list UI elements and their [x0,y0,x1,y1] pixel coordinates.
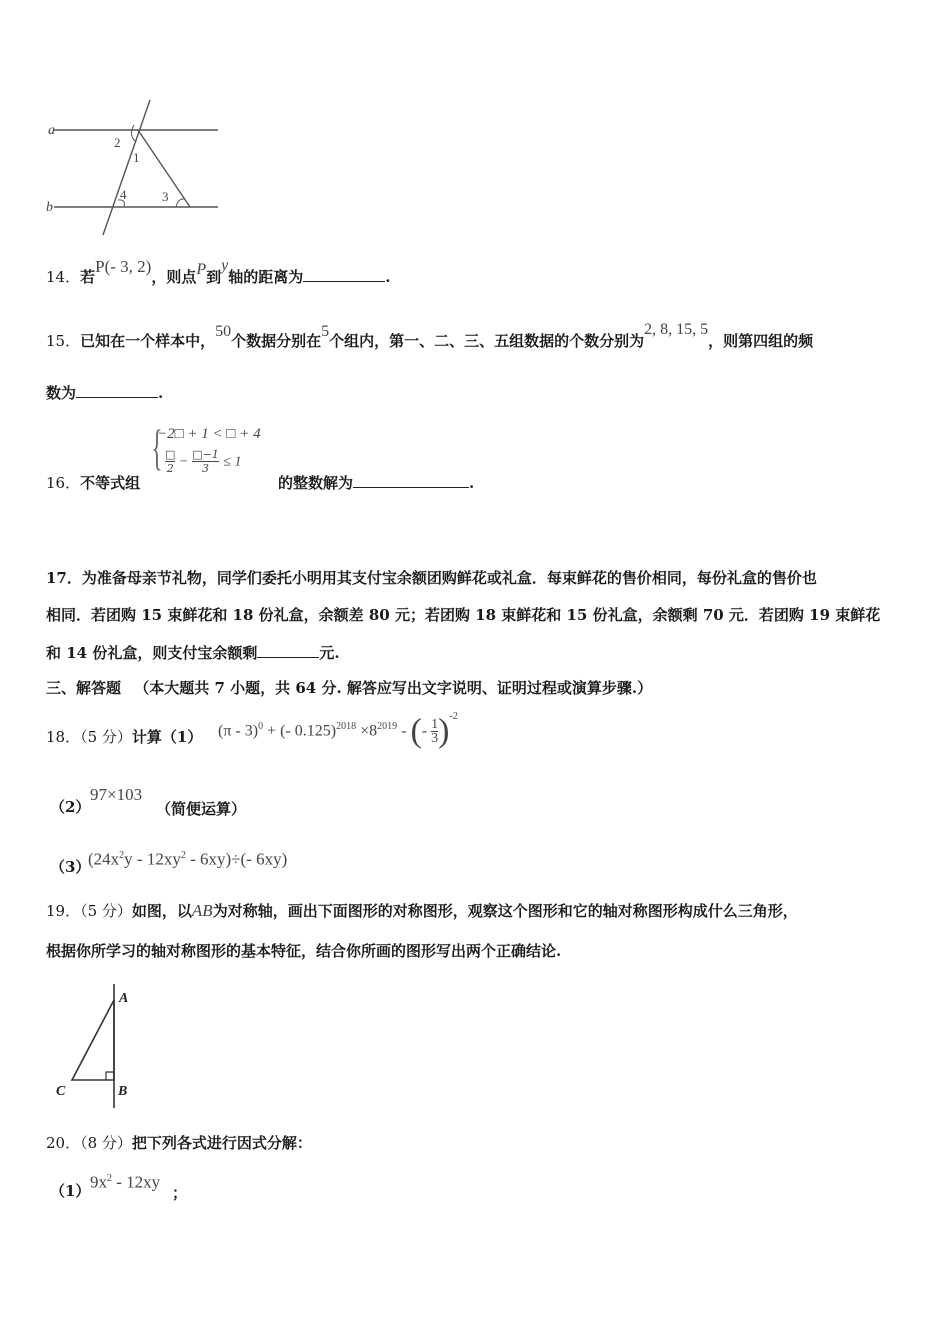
q19-text-a: 如图，以 [131,902,192,920]
inequality-system [145,419,275,484]
q15-text-c: 个组内，第一、二、三、五组数据的个数分别为 [329,332,645,350]
label-2: 2 [114,135,121,150]
q17-line3-a: 和 14 份礼盒，则支付宝余额剩 [46,644,258,662]
angle-3-arc [176,199,185,207]
transversal-1 [103,100,150,235]
q16-text-b: 的整数解为 [278,474,354,492]
question-17-line-3 [46,641,340,665]
question-17-line-2: 相同．若团购 15 束鲜花和 18 份礼盒，余额差 80 元；若团购 18 束鲜花和 15 份礼盒，余额剩 70 元．若团购 19 束鲜花 [46,606,881,624]
label-a: a [48,123,55,138]
question-16-tail [278,470,474,496]
q20-part-1 [50,1178,90,1204]
q20-text: 把下列各式进行因式分解： [131,1134,312,1152]
angle-2-arc [131,125,136,142]
q14-text-b: ，则点 [151,268,197,286]
label-1: 1 [133,150,140,165]
question-15 [46,321,814,357]
q18-part3-label: （3） [50,858,91,876]
right-angle-mark [106,1072,114,1080]
q15-nums: 2, 8, 15, 5 [644,321,709,338]
q14-answer-blank[interactable] [303,267,385,282]
right-triangle-figure [48,980,158,1110]
q20-expression-1: $9x^2 - 12xy$ [90,1172,161,1192]
q20-part1-label: （1） [50,1182,91,1200]
parallel-lines-figure [40,95,230,245]
q15-answer-blank[interactable] [76,383,158,398]
q16-answer-blank[interactable] [353,473,469,488]
triangle-abc [72,1000,114,1080]
q16-number: 16． [46,474,81,492]
q20-number: 20． [46,1134,81,1152]
inequality-line-1: −2□ + 1 < □ + 4 [157,426,261,442]
q15-number: 15． [46,332,81,350]
q19-score: （5 分） [80,902,132,920]
q20-score: （8 分） [80,1134,132,1152]
q14-y: y [221,257,229,274]
label-A: A [119,991,129,1006]
q14-end: . [385,268,391,286]
q18-expression-1: (π - 3)$^0$ + (- $0.125)^{2018} \times 8^{2019}$ - (- $\frac{1}{3}$ )$^{-2}$ [218,711,458,750]
q18-part-2 [50,794,90,820]
q14-text-a: 若 [80,268,96,286]
question-18 [46,724,202,750]
section-3-heading [46,676,652,700]
q17-answer-blank[interactable] [257,643,319,658]
q14-text-c: 到 [206,268,222,286]
question-19-line-2: 根据你所学习的轴对称图形的基本特征，结合你所画的图形写出两个正确结论. [46,942,562,960]
q14-p: P [196,261,207,278]
inequality-line-2 [165,448,241,475]
q19-number: 19． [46,902,81,920]
q17-line3-b: 元. [319,644,340,662]
section-3-note: （本大题共 7 小题，共 64 分. 解答应写出文字说明、证明过程或演算步骤.） [134,679,653,697]
q18-part2-note: （简便运算） [156,800,247,818]
question-20 [46,1130,312,1156]
q18-number: 18． [46,728,81,746]
q14-number: 14． [46,268,81,286]
label-4: 4 [120,187,127,202]
q15-text-e: 数为 [46,384,77,402]
label-C: C [56,1084,66,1099]
q16-end: . [469,474,475,492]
fraction-x-over-2: $\frac{□}{2}$ [165,448,176,475]
question-15-line2 [46,380,163,406]
question-14 [46,257,391,293]
label-3: 3 [162,189,169,204]
q18-expression-3: $(24x^2y - 12xy^2 - 6xy)\div(-$ 6xy) [88,849,288,869]
q15-n5: 5 [321,323,330,340]
q15-text-b: 个数据分别在 [231,332,322,350]
q18-part-3 [50,854,90,880]
q16-text-a: 不等式组 [80,474,141,492]
question-19 [46,898,798,924]
q20-end: ； [172,1184,188,1202]
q15-end: . [158,384,164,402]
q15-n50: 50 [215,323,232,340]
q15-text-d: ，则第四组的频 [708,332,814,350]
q19-ab: AB [191,901,213,920]
minus-sign: − [179,454,188,470]
q18-score: （5 分） [80,728,132,746]
label-b: b [46,200,53,215]
q18-part2-label: （2） [50,798,91,816]
label-B: B [118,1084,128,1099]
system-brace: { [151,419,163,475]
question-17-line-1: 17．为准备母亲节礼物，同学们委托小明用其支付宝余额团购鲜花或礼盒．每束鲜花的售价相同，每份礼盒的售价也 [46,569,817,587]
section-3-title: 三、解答题 [46,679,122,697]
q18-text: 计算（1） [131,728,203,746]
q15-text-a: 已知在一个样本中， [80,332,216,350]
q19-text-b: 为对称轴，画出下面图形的对称图形，观察这个图形和它的轴对称图形构成什么三角形， [212,902,798,920]
q14-text-d: 轴的距离为 [228,268,304,286]
q14-point: P(- 3, 2) [95,257,152,276]
fraction-x-minus-1-over-3: $\frac{□-1}{3}$ [192,448,219,475]
q18-expression-2: 97×103 [90,785,143,804]
question-16-number [46,470,140,496]
inequality-tail: ≤ 1 [223,454,242,470]
